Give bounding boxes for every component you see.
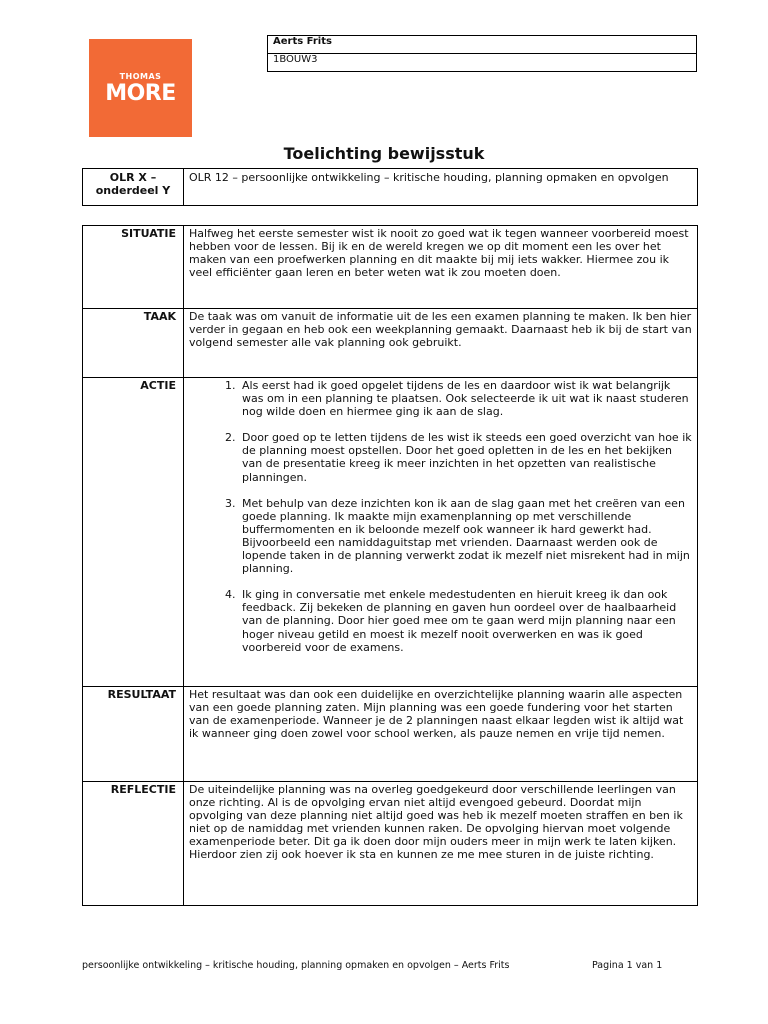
actie-item-3: 3. Met behulp van deze inzichten kon ik aan de slag gaan met het creëren van een goede planning. Ik maakte mijn examenplanning op met verschillende buffermomenten en ik beloonde mezelf ook wanneer ik hard gewerkt had. Bijvoorbeeld een namiddaguitstap met vrienden. Daarnaast werden ook de lopende taken in de planning verwerkt zodat ik mezelf niet misrekent had in mijn planning. (239, 497, 692, 576)
actie-list (189, 379, 692, 654)
actie-row (83, 378, 698, 687)
taak-row (83, 309, 698, 378)
situatie-row (83, 226, 698, 309)
reflectie-row (83, 782, 698, 906)
page-title: Toelichting bewijsstuk (283, 144, 485, 163)
student-info-table (267, 35, 697, 72)
star-table (82, 225, 698, 906)
resultaat-row (83, 687, 698, 782)
footer-text: persoonlijke ontwikkeling – kritische houding, planning opmaken en opvolgen – Aerts Frits (82, 960, 510, 971)
page-number: Pagina 1 van 1 (592, 960, 663, 971)
olr-table (82, 168, 698, 206)
logo-line2: MORE (105, 81, 176, 106)
logo-line1: THOMAS (119, 72, 162, 81)
taak-text: De taak was om vanuit de informatie uit de les een examen planning te maken. Ik ben hier verder in gegaan en heb ook een weekplanning gemaakt. Daarnaast heb ik bij de start van volgend semester alle vak planning ook gebruikt. (189, 310, 692, 350)
situatie-text: Halfweg het eerste semester wist ik nooit zo goed wat ik tegen wanneer voorbereid moest hebben voor de lessen. Bij ik en de wereld kregen we op dit moment een les over het maken van een proefwerken planning en dit maakte bij mij iets wakker. Hiermee zou ik veel efficiënter gaan leren en beter weten wat ik zou moeten doen. (189, 227, 689, 280)
taak-label: TAAK (83, 309, 184, 378)
actie-item-4: 4. Ik ging in conversatie met enkele medestudenten en hieruit kreeg ik dan ook feedback. Zij bekeken de planning en gaven hun oordeel over de haalbaarheid van de planning. Door hier goed mee om te gaan werd mijn planning naar een hoger niveau getild en moest ik mezelf nooit overwerken en was ik goed voorbereid voor de examens. (239, 588, 692, 653)
reflectie-text: De uiteindelijke planning was na overleg goedgekeurd door verschillende leerlingen van onze richting. Al is de opvolging ervan niet altijd evengoed gebeurd. Doordat mijn opvolging van deze planning niet altijd goed was heb ik mezelf moeten straffen en ben ik niet op de namiddag met vrienden kunnen raken. De opvolging hiervan moet volgende examenperiode beter. Dit ga ik doen door mijn ouders meer in mijn werk te laten kijken. Hierdoor zien zij ook hoever ik sta en kunnen ze me mee sturen in de juiste richting. (189, 783, 683, 862)
actie-item-2: 2. Door goed op te letten tijdens de les wist ik steeds een goed overzicht van hoe ik de planning moest opstellen. Door het goed opletten in de les en het bekijken van de presentatie kreeg ik meer inzichten in het opzetten van realistische planningen. (239, 431, 692, 483)
resultaat-label: RESULTAAT (83, 687, 184, 782)
situatie-label: SITUATIE (83, 226, 184, 309)
thomas-more-logo (89, 39, 192, 137)
olr-label: OLR X – onderdeel Y (83, 169, 184, 206)
actie-item-1: 1. Als eerst had ik goed opgelet tijdens de les en daardoor wist ik wat belangrijk was om in een planning te plaatsen. Ook selecteerde ik uit wat ik naast studeren nog wilde doen en hiermee ging ik aan de slag. (239, 379, 692, 418)
actie-label: ACTIE (83, 378, 184, 687)
student-name: Aerts Frits (268, 36, 697, 54)
resultaat-text: Het resultaat was dan ook een duidelijke en overzichtelijke planning waarin alle aspecten van een goede planning zaten. Mijn planning was een goede fundering voor het starten van de examenperiode. Wanneer je de 2 planningen naast elkaar legden wist ik altijd wat ik wanneer ging doen zowel voor school werken, als pauze nemen en vrije tijd nemen. (189, 688, 684, 741)
reflectie-label: REFLECTIE (83, 782, 184, 906)
student-class: 1BOUW3 (268, 54, 697, 72)
olr-text: OLR 12 – persoonlijke ontwikkeling – kritische houding, planning opmaken en opvolgen (184, 169, 698, 206)
